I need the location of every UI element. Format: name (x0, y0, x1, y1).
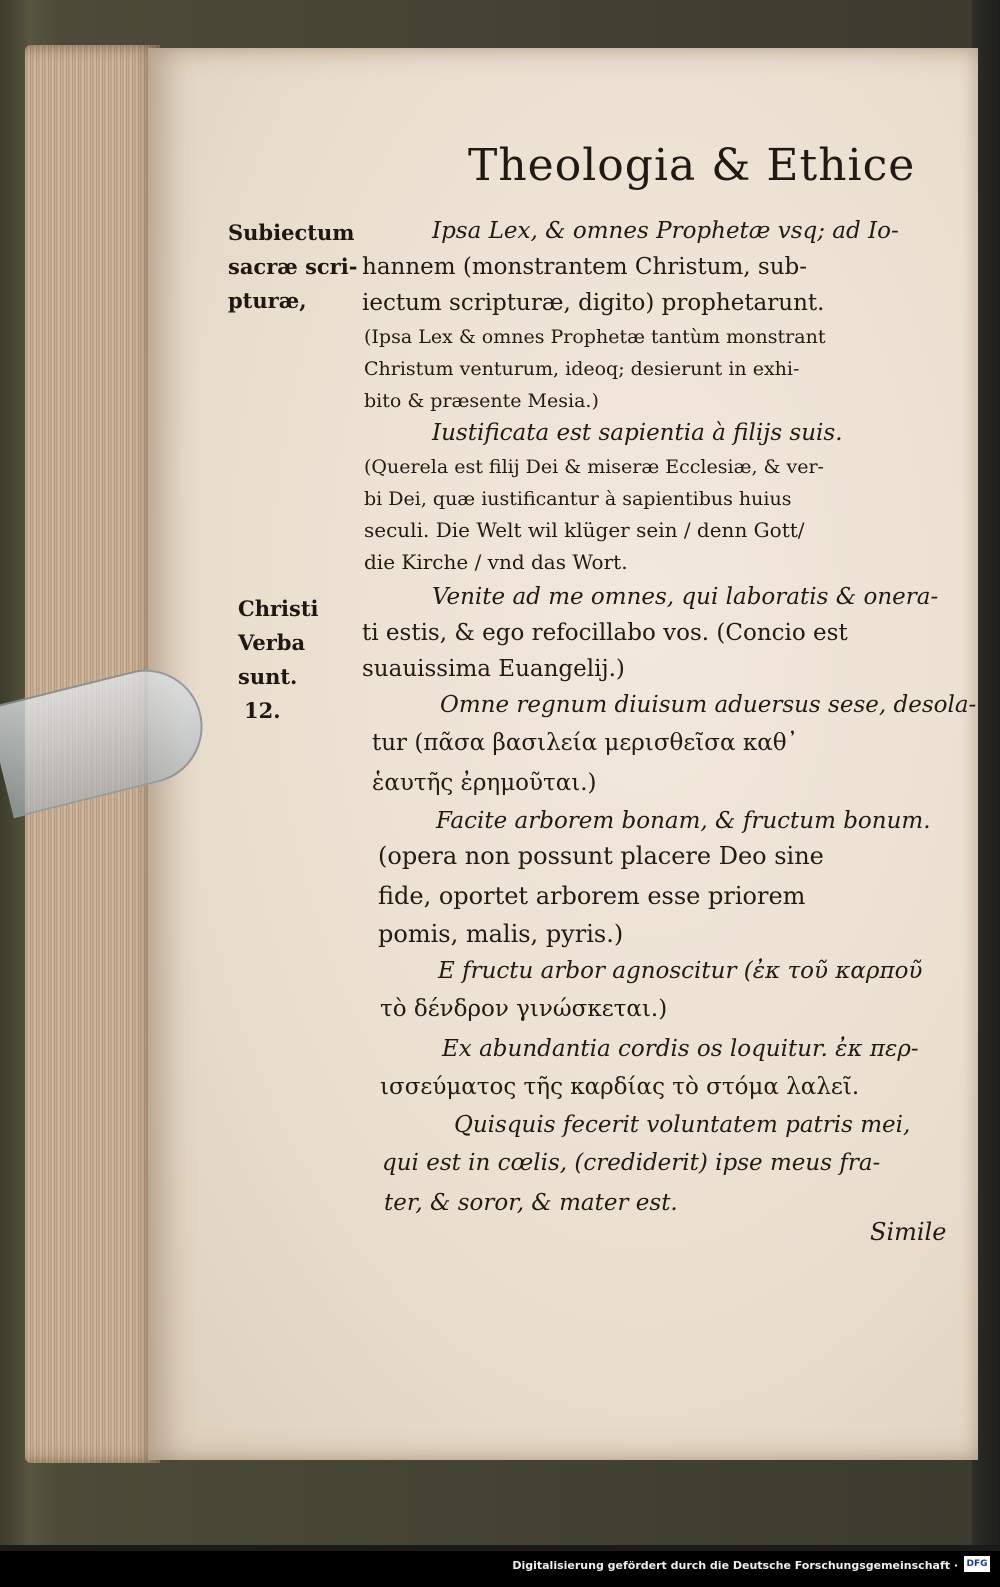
text-line: Iustificata est sapientia à filijs suis. (432, 420, 843, 446)
text-line: E fructu arbor agnoscitur (ἐκ τοῦ καρποῦ (438, 958, 923, 984)
text-line: (opera non possunt placere Deo sine (378, 842, 824, 870)
text-line: Facite arborem bonam, & fructum bonum. (436, 808, 931, 834)
text-line: Quisquis fecerit voluntatem patris mei, (454, 1112, 911, 1138)
text-line: ισσεύματος τῆς καρδίας τὸ στόμα λαλεῖ. (380, 1074, 860, 1100)
margin-note-line: Christi (238, 596, 319, 621)
text-line: hannem (monstrantem Christum, sub- (362, 254, 808, 280)
text-line: die Kirche / vnd das Wort. (364, 550, 628, 574)
text-line: Omne regnum diuisum aduersus sese, desola- (440, 692, 977, 718)
text-line: bito & præsente Mesia.) (364, 390, 599, 412)
margin-note-line: sacræ scri- (228, 254, 358, 279)
text-line: iectum scripturæ, digito) prophetarunt. (362, 290, 825, 316)
catchword: Simile (870, 1218, 947, 1246)
running-header: Theologia & Ethice (468, 140, 916, 191)
text-line: fide, oportet arborem esse priorem (378, 882, 806, 910)
margin-note-line: sunt. (238, 664, 298, 689)
text-line: τὸ δένδρον γινώσκεται.) (380, 996, 668, 1022)
dfg-logo: DFG (964, 1556, 990, 1572)
text-line: bi Dei, quæ iustificantur à sapientibus huius (364, 488, 792, 510)
text-line: tur (πᾶσα βασιλεία μερισθεῖσα καθ᾽ (372, 730, 799, 756)
text-line: qui est in cœlis, (crediderit) ipse meus fra- (382, 1150, 881, 1176)
text-line: ter, & soror, & mater est. (384, 1190, 678, 1216)
text-line: Ex abundantia cordis os loquitur. ἐκ περ- (442, 1036, 919, 1062)
text-line: ti estis, & ego refocillabo vos. (Concio est (362, 620, 848, 646)
text-line: Ipsa Lex, & omnes Prophetæ vsq; ad Io- (432, 218, 899, 244)
text-line: ἑαυτῆς ἐρημοῦται.) (372, 770, 597, 796)
funding-credit: Digitalisierung gefördert durch die Deutsche Forschungsgemeinschaft · (512, 1559, 958, 1572)
text-line: seculi. Die Welt wil klüger sein / denn Gott/ (364, 518, 805, 542)
text-line: (Ipsa Lex & omnes Prophetæ tantùm monstrant (364, 326, 826, 348)
text-line: pomis, malis, pyris.) (378, 920, 624, 948)
text-line: (Querela est filij Dei & miseræ Ecclesiæ, & ver- (364, 456, 824, 478)
margin-note-line: Verba (238, 630, 306, 655)
text-line: Venite ad me omnes, qui laboratis & onera- (432, 584, 939, 610)
margin-note-line: Subiectum (228, 220, 355, 245)
text-line: Christum venturum, ideoq; desierunt in exhi- (364, 358, 800, 380)
margin-note-line: pturæ, (228, 288, 307, 313)
margin-note-line: 12. (244, 698, 281, 723)
text-line: suauissima Euangelij.) (362, 656, 625, 682)
